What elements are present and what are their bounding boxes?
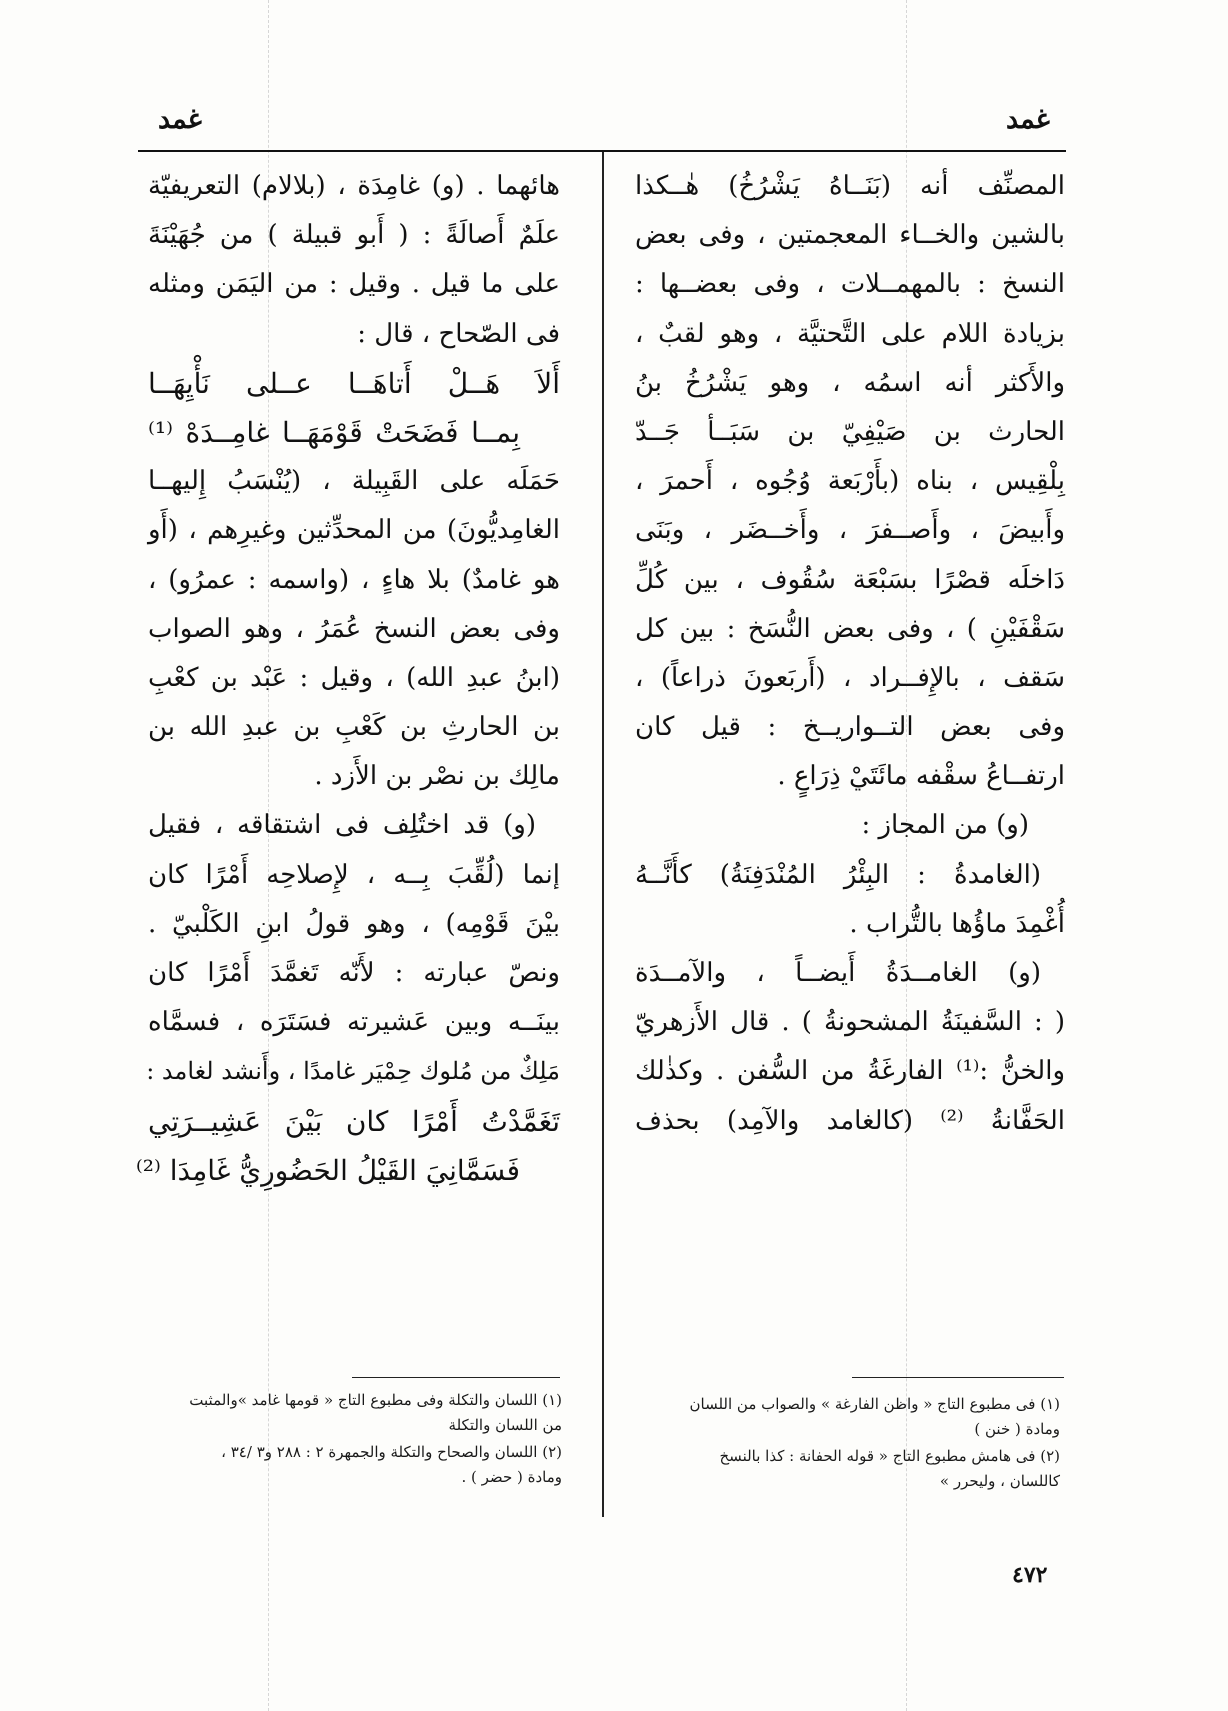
text-line: بن الحارثِ بن كَعْبِ بن عبدِ الله بن xyxy=(148,712,560,743)
text-line: مَلِكٌ من مُلوك حِمْيَر غامدًا ، وأَنشد لغامد : xyxy=(146,1057,560,1086)
footnote-1 xyxy=(134,1388,562,1438)
text-line: سَقف ، بالإِفــراد ، (أَربَعونَ ذراعاً) ، xyxy=(635,662,1065,693)
footnote-line: من اللسان والتكلة xyxy=(448,1416,562,1434)
text-line: دَاخلَه قصْرًا بسَبْعَة سُقُوف ، بين كُلِّ xyxy=(635,564,1065,595)
verse-line: فَسَمَّانِيَ القَيْلُ الحَضُورِيُّ غَامِدَا ⁽²⁾ xyxy=(135,1153,520,1187)
footnote-rule-left xyxy=(352,1377,560,1378)
text-line: إنما (لُقِّبَ بِــه ، لإِصلاحِه أَمْرًا كان xyxy=(148,859,560,890)
footnote-line: (١) فى مطبوع التاج « واظن الفارغة » والصواب من اللسان xyxy=(689,1395,1060,1413)
column-divider xyxy=(602,152,604,1517)
footnote-line: (٢) فى هامش مطبوع التاج « قوله الحفانة : كذا بالنسخ xyxy=(719,1447,1060,1465)
footnote-2 xyxy=(640,1444,1060,1494)
text-line: وأَبيضَ ، وأَصــفرَ ، وأَخــضَر ، وبَنَى xyxy=(635,515,1065,546)
running-head-left: غمد xyxy=(158,104,202,135)
text-line: (ابنُ عبدِ الله) ، وقيل : عَبْد بن كعْبِ xyxy=(148,662,560,693)
page-number: ٤٧٢ xyxy=(1012,1562,1048,1588)
text-line: بيْنَ قَوْمِه) ، وهو قولُ ابنِ الكَلْبيّ . xyxy=(148,908,560,939)
text-line: النسخ : بالمهمــلات ، وفى بعضــها : xyxy=(635,269,1065,300)
footnote-line: كاللسان ، وليحرر » xyxy=(939,1472,1060,1490)
text-line: الغامِديُّونَ) من المحدِّثين وغيرِهم ، (أَو xyxy=(148,515,560,546)
left-column-text xyxy=(135,162,560,1195)
right-column-text xyxy=(635,162,1065,1146)
footnotes-right xyxy=(640,1392,1060,1496)
text-line: (و) الغامــدَةُ أَيضــاً ، والآمــدَة xyxy=(635,958,1041,988)
text-line: هائهما . (و) غامِدَة ، (بلالام) التعريفيّة xyxy=(148,171,560,201)
text-line: (و) قد اختُلِف فى اشتقاقه ، فقيل xyxy=(148,810,536,841)
text-line: والأَكثر أنه اسمُه ، وهو يَشْرُخُ بنُ xyxy=(635,367,1065,398)
text-line: الحارث بن صَيْفِيّ بن سَبَــأ جَــدّ xyxy=(635,416,1065,447)
verse-line: تَغَمَّدْتُ أَمْرًا كان بَيْنَ عَشِيــرَتِي xyxy=(148,1104,560,1138)
text-line: أُغْمِدَ ماؤُها بالتُّراب . xyxy=(849,908,1065,939)
footnote-1 xyxy=(640,1392,1060,1442)
text-line: المصنِّف أنه (بَنَــاهُ يَشْرُخُ) هٰــكذا xyxy=(635,171,1065,201)
text-line: الحَفَّانةُ ⁽²⁾ (كالغامد والآمِد) بحذف xyxy=(635,1105,1065,1136)
text-line: ( : السَّفينَةُ المشحونةُ ) . قال الأَزهريّ xyxy=(635,1007,1065,1038)
text-line: على ما قيل . وقيل : من اليَمَن ومثله xyxy=(148,269,560,300)
footnote-line: (٢) اللسان والصحاح والتكلة والجمهرة ٢ : ٢٨٨ و٣ /٣٤ ، xyxy=(221,1443,562,1461)
text-line: حَمَلَه على القَبِيلة ، (يُنْسَبُ إِليهــا xyxy=(148,466,560,497)
text-line: هو غامدٌ) بلا هاءٍ ، (واسمه : عمرُو) ، xyxy=(148,564,560,595)
text-line: والخنُّ :⁽¹⁾ الفارغَةُ من السُّفن . وكذٰلك xyxy=(635,1056,1066,1087)
text-line: علَمٌ أَصالَةً : ( أَبو قبيلة ) من جُهَيْنَةَ xyxy=(148,220,560,251)
text-line: وفى بعض النسخ عُمَرُ ، وهو الصواب xyxy=(148,613,560,644)
text-line: ونصّ عبارته : لأَنّه تَغمَّدَ أَمْرًا كان xyxy=(148,958,560,988)
text-line: بينَــه وبين عَشيرته فسَتَرَه ، فسمَّاه xyxy=(148,1007,560,1038)
text-line: بزيادة اللام على التَّحتيَّة ، وهو لقبٌ ، xyxy=(635,318,1065,349)
footnotes-left xyxy=(134,1388,562,1492)
verse-line: بِمــا فَضَحَتْ قَوْمَهَــا غامِــدَهْ ⁽¹⁾ xyxy=(148,415,520,449)
section-heading: (و) من المجاز : xyxy=(861,810,1029,841)
text-line: بالشين والخــاء المعجمتين ، وفى بعض xyxy=(635,220,1065,251)
footnote-line: (١) اللسان والتكلة وفى مطبوع التاج « قومها غامد »والمثبت xyxy=(189,1391,562,1409)
text-line: سَقْفَيْنِ ) ، وفى بعض النُّسَخ : بين كل xyxy=(635,613,1065,644)
text-line: مالِك بن نصْر بن الأَزد . xyxy=(314,761,560,792)
text-line: فى الصّحاح ، قال : xyxy=(357,318,560,349)
text-line: ارتفــاعُ سقْفه مائَتَيْ ذِرَاعٍ . xyxy=(777,761,1065,792)
footnote-rule-right xyxy=(852,1377,1064,1378)
text-line: وفى بعض التــواريــخ : قيل كان xyxy=(635,712,1065,743)
running-head-right: غمد xyxy=(1006,104,1050,135)
verse-line: أَلاَ هَــلْ أَتاهَــا عــلى نَأْيِهَــا xyxy=(148,366,560,400)
text-line: بِلْقِيس ، بناه (بأَرْبَعة وُجُوه ، أَحمرَ ، xyxy=(635,466,1065,497)
footnote-line: ومادة ( حضر ) . xyxy=(461,1468,562,1486)
text-line: (الغامدةُ : البِئْرُ المُنْدَفِنَةُ) كأَنَّــهُ xyxy=(635,859,1041,890)
footnote-2 xyxy=(134,1440,562,1490)
footnote-line: ومادة ( خنن ) xyxy=(974,1420,1060,1438)
